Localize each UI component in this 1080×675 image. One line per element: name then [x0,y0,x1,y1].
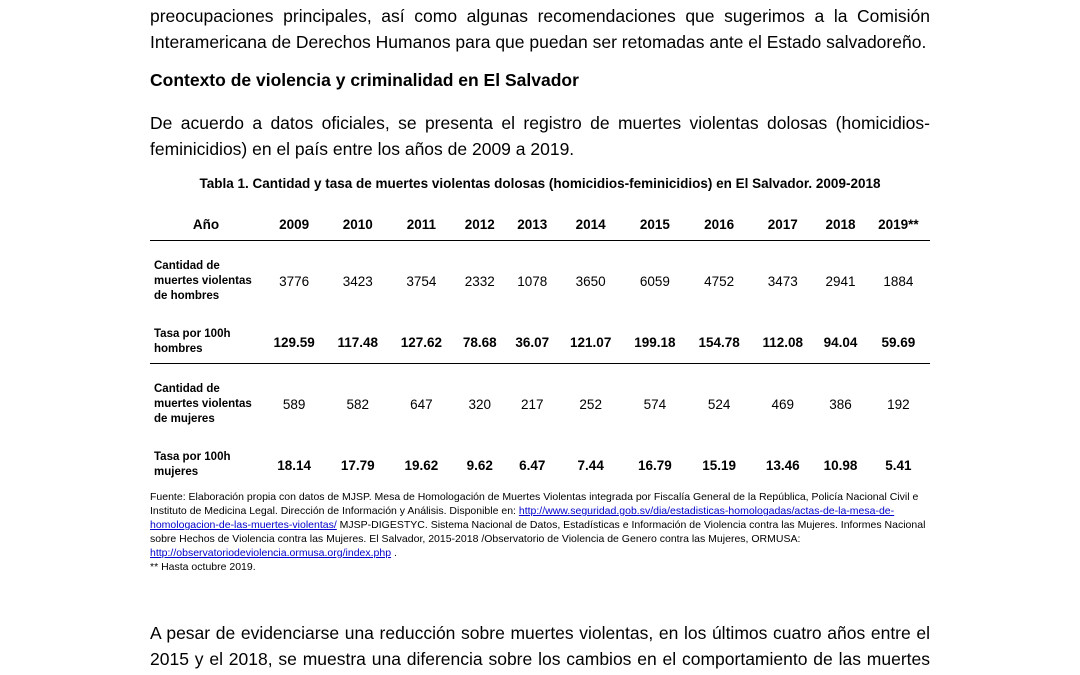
table-cell: 127.62 [400,334,443,350]
table-cell: 94.04 [823,334,858,350]
table-cell: 320 [453,364,506,445]
paragraph-1-line-2: feminicidios) en el país entre los años de 2009 a 2019. [150,139,575,159]
table-cell: 121.07 [570,334,612,350]
paragraph-1 [150,110,930,162]
paragraph-2 [150,620,930,672]
table-source-note [150,490,930,574]
header-year: 2009 [262,208,326,241]
table-cell: 2941 [825,273,856,289]
table-cell: 252 [559,364,623,445]
table-cell: 13.46 [765,457,800,473]
table-cell: 386 [814,364,867,445]
table-cell: 4752 [704,273,735,289]
header-year: 2016 [687,208,751,241]
table-cell: 574 [623,364,687,445]
table-cell: 17.79 [340,457,375,473]
intro-line-2: Interamericana de Derechos Humanos para que puedan ser retomadas ante el Estado salvadoreño. [150,32,927,52]
header-year: 2015 [623,208,687,241]
header-year: 2013 [506,208,559,241]
table-cell: 647 [389,364,453,445]
table-cell: 2332 [464,273,495,289]
table-cell: 78.68 [462,334,497,350]
header-year: 2010 [326,208,389,241]
footnote-hasta-octubre: ** Hasta octubre 2019. [150,561,256,573]
paragraph-2-line-1: A pesar de evidenciarse una reducción sobre muertes violentas, en los últimos cuatro años entre el [150,623,930,643]
table-cell: 217 [506,364,559,445]
table-cell: 3473 [767,273,798,289]
table-cell: 6.47 [519,457,546,473]
table-cell: 192 [867,364,930,445]
table-cell: 5.41 [885,457,912,473]
table-cell: 6059 [639,273,670,289]
table-cell: 469 [751,364,814,445]
paragraph-1-line-1: De acuerdo a datos oficiales, se presenta el registro de muertes violentas dolosas (homicidios- [150,113,930,133]
table-cell: 524 [687,364,751,445]
paragraph-2-line-2: 2015 y el 2018, se muestra una diferencia sobre los cambios en el comportamiento de las muertes [150,649,930,669]
table-cell: 16.79 [638,457,672,473]
header-year: 2017 [751,208,814,241]
table-cell: 1078 [517,273,548,289]
table-cell: 36.07 [515,334,550,350]
intro-line-1: preocupaciones principales, así como algunas recomendaciones que sugerimos a la Comisión [150,6,930,26]
row-label: Cantidad de muertes violentas de hombres [154,259,252,302]
table-row-women-count [150,364,930,445]
table-cell: 117.48 [337,334,379,350]
table-cell: 112.08 [762,334,804,350]
header-year: 2012 [453,208,506,241]
table-cell: 3776 [279,273,310,289]
row-label: Tasa por 100h hombres [154,328,231,355]
row-label: Cantidad de muertes violentas de mujeres [150,364,262,445]
header-year: 2019** [867,208,930,241]
source-text-1: Fuente: Elaboración propia con datos de MJSP. Mesa de Homologación de Muertes Violentas integrada por Fiscalía General de la República, Policía Nacional Civil e Instituto de Medicina Legal. Dirección de Información y Análisis. Disponible en: [150,491,919,517]
source-text-3: . [391,547,397,559]
table-row-women-rate [150,444,930,486]
table-cell: 1884 [883,273,914,289]
table-cell: 15.19 [702,457,737,473]
table-cell: 589 [262,364,326,445]
table-caption: Tabla 1. Cantidad y tasa de muertes violentas dolosas (homicidios-feminicidios) en El Salvador. 2009-2018 [199,176,881,191]
source-text-2: MJSP-DIGESTYC. Sistema Nacional de Datos, Estadísticas e Información de Violencia contra las Mujeres. Informes Nacional sobre Hechos de Violencia contra las Mujeres. El Salvador, 2015-2018 /Observatorio de Violencia de Genero contra las Mujeres, ORMUSA: [150,519,926,545]
header-year: 2018 [814,208,867,241]
source-link-ormusa[interactable]: http://observatoriodeviolencia.ormusa.org/index.php [150,547,392,559]
table-cell: 18.14 [277,457,311,473]
header-year-label: Año [150,208,262,241]
table-cell: 7.44 [577,457,604,473]
table-cell: 59.69 [881,334,916,350]
table-cell: 129.59 [273,334,315,350]
homicide-table [150,208,930,486]
section-heading: Contexto de violencia y criminalidad en El Salvador [150,70,579,90]
table-row-men-count [150,241,930,322]
table-cell: 582 [326,364,389,445]
table-cell: 154.78 [698,334,740,350]
table-cell: 3754 [406,273,437,289]
header-year: 2011 [389,208,453,241]
table-cell: 3650 [575,273,606,289]
table-cell: 9.62 [466,457,493,473]
intro-paragraph [150,3,930,55]
table-cell: 3423 [342,273,373,289]
table-cell: 199.18 [634,334,676,350]
table-header-row [150,208,930,241]
row-label: Tasa por 100h mujeres [154,451,231,478]
source-link-seguridad[interactable]: http://www.seguridad.gob.sv/dia/estadisticas-homologadas/actas-de-la-mesa-de-homologacion-de-las-muertes-violentas/ [150,505,895,531]
header-year: 2014 [559,208,623,241]
table-row-men-rate [150,321,930,364]
table-cell: 19.62 [404,457,439,473]
table-cell: 10.98 [823,457,858,473]
